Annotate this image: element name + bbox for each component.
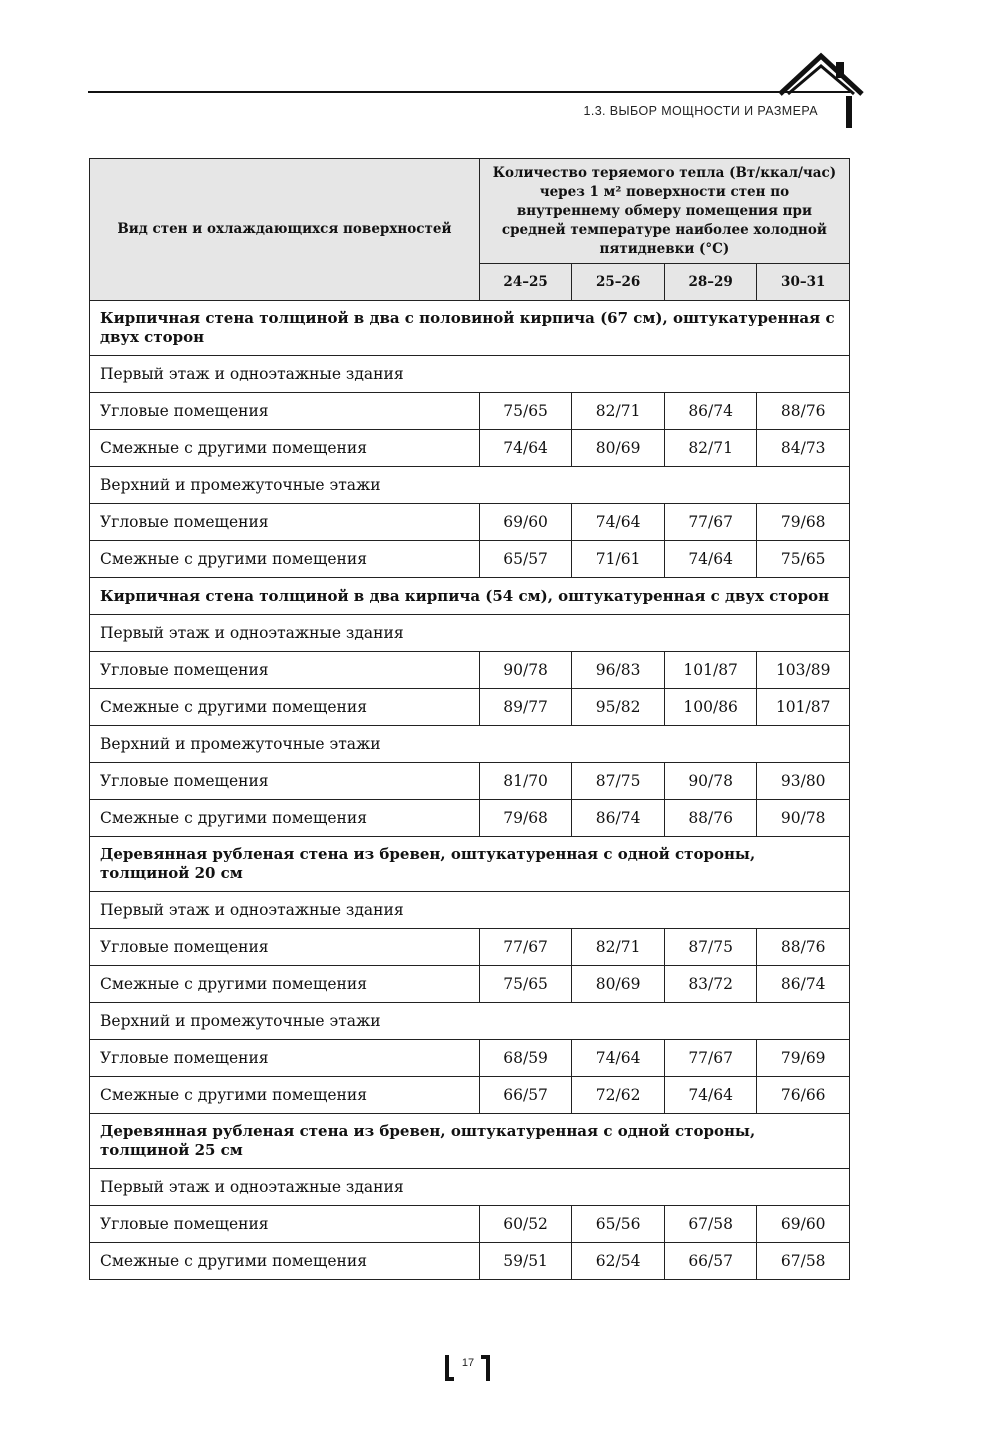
value-cell: 83/72: [664, 966, 757, 1003]
temperature-range-header: 30–31: [757, 264, 850, 301]
table-row: [90, 393, 850, 430]
value-cell: 66/57: [664, 1243, 757, 1280]
table-row: [90, 1206, 850, 1243]
value-cell: 101/87: [664, 652, 757, 689]
table-row: [90, 800, 850, 837]
value-cell: 69/60: [479, 504, 572, 541]
value-cell: 101/87: [757, 689, 850, 726]
value-cell: 74/64: [479, 430, 572, 467]
floor-group-label: Первый этаж и одноэтажные здания: [90, 615, 850, 652]
section-row: [90, 837, 850, 892]
table-row: [90, 541, 850, 578]
value-cell: 69/60: [757, 1206, 850, 1243]
value-cell: 79/68: [479, 800, 572, 837]
section-title-cell: Деревянная рубленая стена из бревен, оштукатуренная с одной стороны, толщиной 25 см: [90, 1114, 850, 1169]
table-row: [90, 1243, 850, 1280]
table-row: [90, 430, 850, 467]
value-cell: 86/74: [757, 966, 850, 1003]
table-row: [90, 1040, 850, 1077]
value-cell: 86/74: [664, 393, 757, 430]
value-cell: 74/64: [572, 504, 665, 541]
value-cell: 84/73: [757, 430, 850, 467]
floor-group-row: [90, 892, 850, 929]
value-cell: 67/58: [664, 1206, 757, 1243]
value-cell: 75/65: [757, 541, 850, 578]
floor-group-row: [90, 467, 850, 504]
value-cell: 79/68: [757, 504, 850, 541]
value-cell: 80/69: [572, 430, 665, 467]
floor-group-row: [90, 726, 850, 763]
page-bracket-right-icon: [481, 1355, 490, 1381]
floor-group-label: Первый этаж и одноэтажные здания: [90, 1169, 850, 1206]
floor-group-row: [90, 615, 850, 652]
value-cell: 74/64: [664, 1077, 757, 1114]
value-cell: 75/65: [479, 966, 572, 1003]
value-cell: 96/83: [572, 652, 665, 689]
value-cell: 90/78: [479, 652, 572, 689]
row-label: Смежные с другими помещения: [90, 1077, 480, 1114]
row-label: Угловые помещения: [90, 393, 480, 430]
page-number: 17: [461, 1357, 475, 1369]
value-cell: 77/67: [664, 504, 757, 541]
temperature-range-header: 24–25: [479, 264, 572, 301]
table-row: [90, 966, 850, 1003]
row-label: Угловые помещения: [90, 652, 480, 689]
value-cell: 82/71: [572, 393, 665, 430]
row-label: Угловые помещения: [90, 504, 480, 541]
page-number-block: [441, 1353, 497, 1381]
section-title-cell: Деревянная рубленая стена из бревен, оштукатуренная с одной стороны, толщиной 20 см: [90, 837, 850, 892]
page-bracket-left-icon: [445, 1355, 454, 1381]
floor-group-row: [90, 1003, 850, 1040]
floor-group-label: Верхний и промежуточные этажи: [90, 467, 850, 504]
value-cell: 90/78: [757, 800, 850, 837]
value-cell: 72/62: [572, 1077, 665, 1114]
value-cell: 62/54: [572, 1243, 665, 1280]
value-cell: 74/64: [664, 541, 757, 578]
value-cell: 68/59: [479, 1040, 572, 1077]
table-row: [90, 1077, 850, 1114]
section-row: [90, 301, 850, 356]
temperature-range-header: 28–29: [664, 264, 757, 301]
section-title-cell: Кирпичная стена толщиной в два с половиной кирпича (67 см), оштукатуренная с двух сторон: [90, 301, 850, 356]
value-cell: 79/69: [757, 1040, 850, 1077]
value-cell: 60/52: [479, 1206, 572, 1243]
row-label: Смежные с другими помещения: [90, 1243, 480, 1280]
value-cell: 59/51: [479, 1243, 572, 1280]
floor-group-label: Первый этаж и одноэтажные здания: [90, 356, 850, 393]
value-cell: 86/74: [572, 800, 665, 837]
row-label: Смежные с другими помещения: [90, 541, 480, 578]
row-label: Смежные с другими помещения: [90, 800, 480, 837]
row-label: Угловые помещения: [90, 1040, 480, 1077]
row-label: Угловые помещения: [90, 929, 480, 966]
row-label: Смежные с другими помещения: [90, 689, 480, 726]
value-cell: 65/56: [572, 1206, 665, 1243]
value-cell: 67/58: [757, 1243, 850, 1280]
value-cell: 81/70: [479, 763, 572, 800]
floor-group-row: [90, 1169, 850, 1206]
floor-group-row: [90, 356, 850, 393]
house-roof-icon: [776, 52, 866, 130]
row-label: Угловые помещения: [90, 1206, 480, 1243]
value-cell: 100/86: [664, 689, 757, 726]
table-row: [90, 504, 850, 541]
value-cell: 88/76: [757, 929, 850, 966]
value-cell: 87/75: [664, 929, 757, 966]
value-cell: 93/80: [757, 763, 850, 800]
row-label: Смежные с другими помещения: [90, 966, 480, 1003]
value-cell: 76/66: [757, 1077, 850, 1114]
value-cell: 95/82: [572, 689, 665, 726]
floor-group-label: Верхний и промежуточные этажи: [90, 1003, 850, 1040]
section-title: 1.3. ВЫБОР МОЩНОСТИ И РАЗМЕРА: [583, 104, 818, 118]
value-cell: 82/71: [664, 430, 757, 467]
table-row: [90, 763, 850, 800]
value-cell: 87/75: [572, 763, 665, 800]
value-cell: 65/57: [479, 541, 572, 578]
section-row: [90, 578, 850, 615]
value-cell: 71/61: [572, 541, 665, 578]
value-cell: 88/76: [664, 800, 757, 837]
section-title-cell: Кирпичная стена толщиной в два кирпича (54 см), оштукатуренная с двух сторон: [90, 578, 850, 615]
column-header-wall-type: Вид стен и охлаждающихся поверхностей: [90, 159, 480, 301]
value-cell: 82/71: [572, 929, 665, 966]
row-label: Смежные с другими помещения: [90, 430, 480, 467]
row-label: Угловые помещения: [90, 763, 480, 800]
value-cell: 103/89: [757, 652, 850, 689]
value-cell: 88/76: [757, 393, 850, 430]
section-row: [90, 1114, 850, 1169]
value-cell: 89/77: [479, 689, 572, 726]
value-cell: 77/67: [479, 929, 572, 966]
column-header-heat-loss: Количество теряемого тепла (Вт/ккал/час) через 1 м² поверхности стен по внутреннему обмеру помещения при средней температуре наиболее холодной пятидневки (°С): [479, 159, 849, 264]
floor-group-label: Первый этаж и одноэтажные здания: [90, 892, 850, 929]
value-cell: 66/57: [479, 1077, 572, 1114]
value-cell: 74/64: [572, 1040, 665, 1077]
value-cell: 75/65: [479, 393, 572, 430]
floor-group-label: Верхний и промежуточные этажи: [90, 726, 850, 763]
header-rule: [88, 91, 850, 93]
temperature-range-header: 25–26: [572, 264, 665, 301]
heat-loss-table: [89, 158, 850, 1280]
table-row: [90, 689, 850, 726]
table-row: [90, 929, 850, 966]
value-cell: 77/67: [664, 1040, 757, 1077]
value-cell: 80/69: [572, 966, 665, 1003]
table-row: [90, 652, 850, 689]
value-cell: 90/78: [664, 763, 757, 800]
